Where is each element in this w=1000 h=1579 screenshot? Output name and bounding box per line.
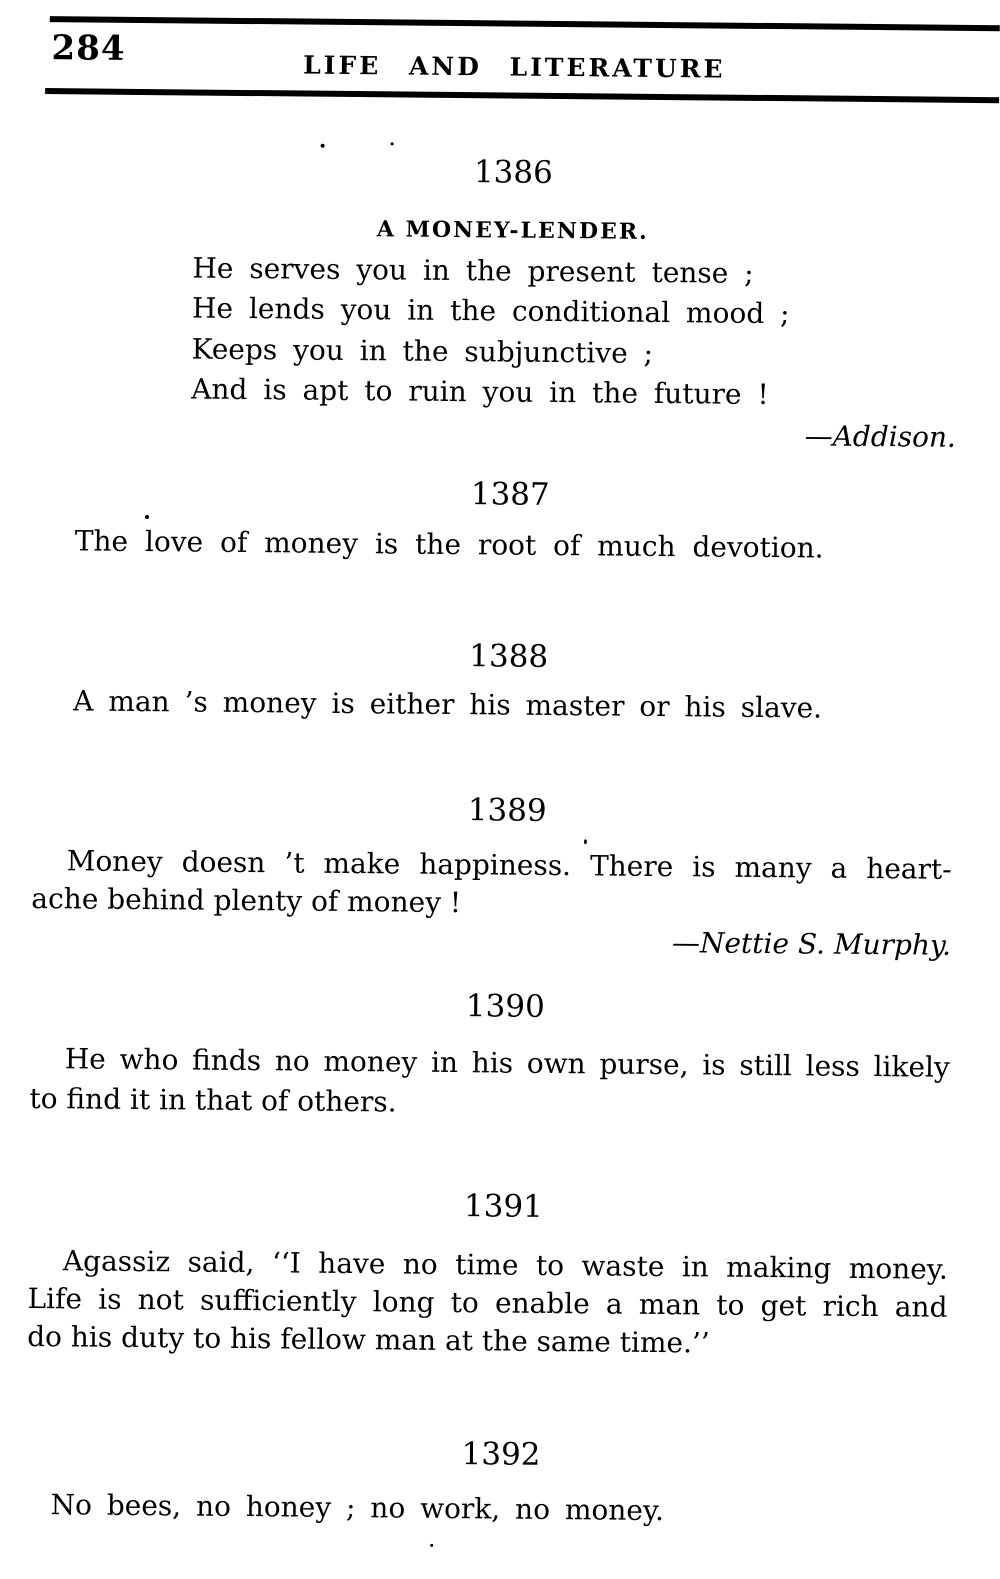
entry-1389-number: 1389 (467, 792, 547, 829)
entry-1386-poem-line: Keeps you in the subjunctive ; (191, 332, 654, 370)
entry-1388-number: 1388 (469, 638, 549, 675)
entry-1387-number: 1387 (470, 476, 550, 513)
entry-1390-text-line: He who finds no money in his own purse, is still less likely (64, 1042, 950, 1084)
entry-1391-text-line: Agassiz said, ‘‘I have no time to waste in making money. (62, 1244, 949, 1286)
page-number: 284 (51, 28, 126, 69)
scan-speck (584, 839, 587, 844)
entry-1390-text-line: to find it in that of others. (29, 1081, 397, 1119)
entry-1390-number: 1390 (465, 988, 545, 1025)
entry-1387-text: The love of money is the root of much devotion. (74, 524, 824, 565)
entry-1386-attribution: —Addison. (804, 419, 957, 454)
entry-1389-attribution: —Nettie S. Murphy. (671, 926, 952, 962)
scan-speck (391, 142, 394, 145)
scan-speck (145, 515, 149, 519)
entry-1391-text-line: do his duty to his fellow man at the same time.’’ (27, 1319, 710, 1360)
running-title: LIFE AND LITERATURE (303, 50, 726, 84)
entry-1386-number: 1386 (473, 154, 553, 191)
header-top-rule (50, 16, 1000, 31)
scan-speck (321, 144, 325, 148)
entry-1386-poem-line: He lends you in the conditional mood ; (191, 291, 790, 331)
entry-1386-poem-line: He serves you in the present tense ; (192, 251, 754, 290)
entry-1386-title: A MONEY-LENDER. (376, 216, 649, 245)
entry-1392-text: No bees, no honey ; no work, no money. (50, 1488, 665, 1528)
entry-1386-poem-line: And is apt to ruin you in the future ! (191, 372, 769, 412)
header-bottom-rule (45, 88, 1000, 103)
entry-1389-text-line: ache behind plenty of money ! (31, 881, 462, 920)
entry-1391-text-line: Life is not sufficiently long to enable a man to get rich and (27, 1281, 948, 1324)
scan-speck (430, 1544, 433, 1547)
entry-1389-text-line: Money doesn ’t make happiness. There is many a heart- (66, 844, 952, 886)
entry-1392-number: 1392 (461, 1436, 541, 1473)
entry-1388-text: A man ’s money is either his master or his slave. (73, 684, 823, 725)
entry-1391-number: 1391 (463, 1188, 544, 1225)
